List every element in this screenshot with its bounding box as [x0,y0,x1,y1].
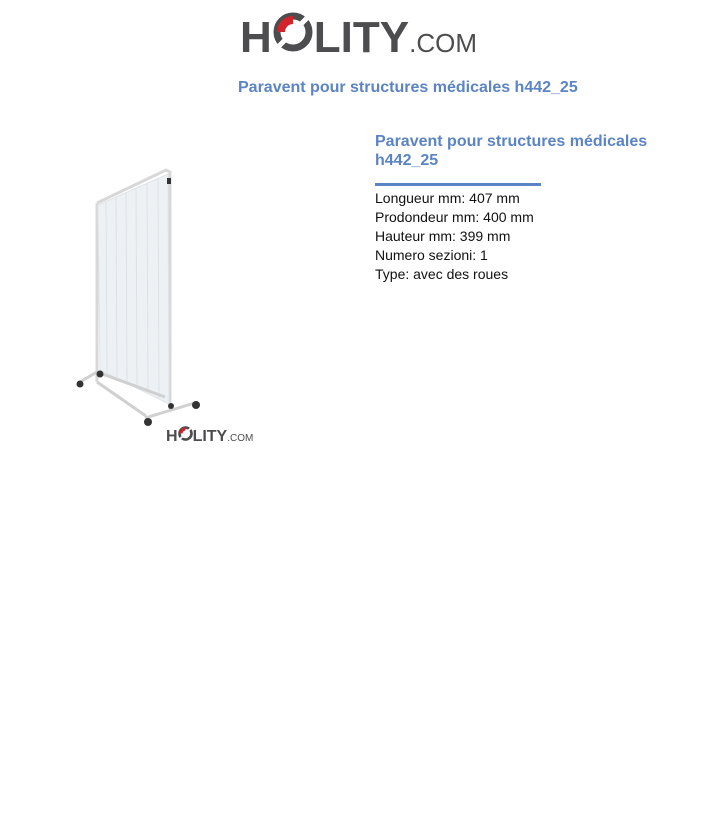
watermark-o-mark-icon [178,426,193,441]
spec-type: Type: avec des roues [375,266,509,282]
logo-text-end: LITY [313,13,410,62]
watermark-text-end: LITY [192,428,228,445]
spec-depth: Prodondeur mm: 400 mm [375,209,534,225]
page-title: Paravent pour structures médicales h442_25 [238,79,578,96]
spec-sections: Numero sezioni: 1 [375,247,488,263]
watermark-domain: .COM [227,433,254,444]
spec-length: Longueur mm: 407 mm [375,190,520,206]
product-title: Paravent pour structures médicales h442_25 [375,133,648,169]
folding-screen-illustration [70,160,270,455]
spec-height: Hauteur mm: 399 mm [375,228,511,244]
image-watermark-logo [166,426,253,445]
spec-list [375,189,675,284]
logo-text-start: H [240,13,272,62]
title-underline [375,183,541,186]
watermark-text-start: H [166,428,178,445]
logo-domain: .COM [409,28,477,58]
site-logo[interactable] [240,12,477,60]
logo-o-mark-icon [273,12,313,52]
product-details [375,132,675,284]
